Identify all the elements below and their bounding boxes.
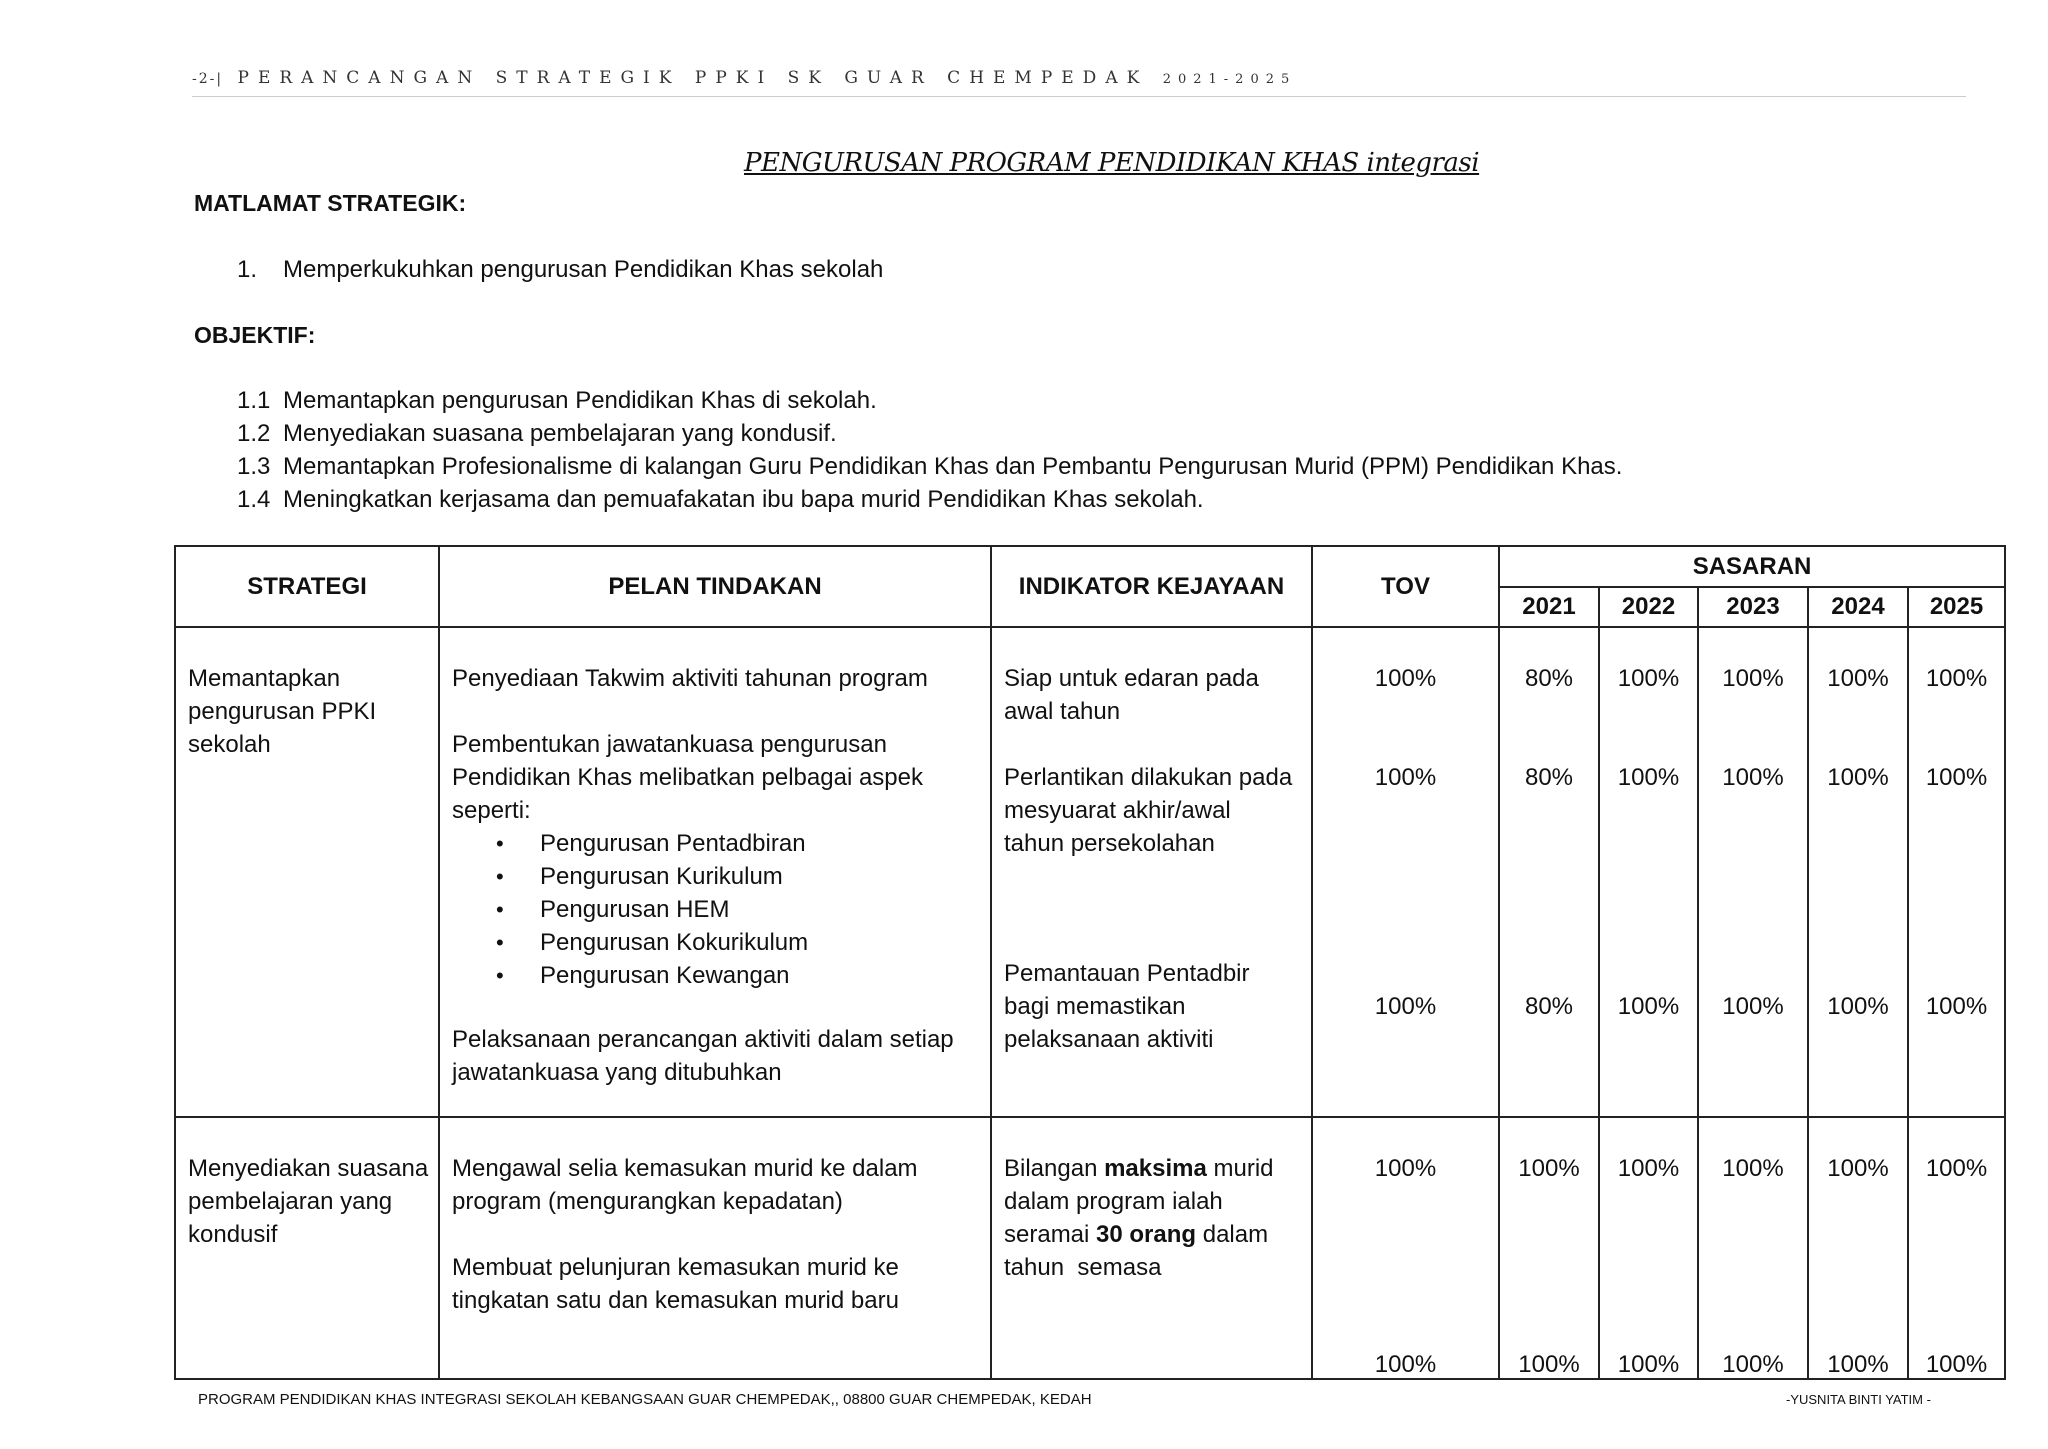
footer-author: -YUSNITA BINTI YATIM -	[1786, 1392, 1931, 1407]
indikator-cell: Bilangan maksima murid dalam program ialah seramai 30 orang dalam tahun semasa	[991, 1117, 1312, 1379]
document-title: PENGURUSAN PROGRAM PENDIDIKAN KHAS integrasi	[744, 148, 1480, 178]
list-item: 1. Memperkukuhkan pengurusan Pendidikan Khas sekolah	[237, 256, 884, 283]
year-cell: 100% 100%	[1808, 1117, 1908, 1379]
strategi-cell: Memantapkan pengurusan PPKI sekolah	[175, 627, 439, 1117]
pelan-cell: Penyediaan Takwim aktiviti tahunan program Pembentukan jawatankuasa pengurusan Pendidikan Khas melibatkan pelbagai aspek seperti: • Pengurusan Pentadbiran • Pengurusan Kurikulum • Pengurusan HEM • Pengurusan Kokurikulum • Pengurusan Kewangan Pelaksanaan perancangan aktiviti dalam setiap jawatankuasa yang ditubuhkan	[439, 627, 991, 1117]
list-item: • Pengurusan Pentadbiran	[452, 827, 923, 860]
tov-cell: 100% 100%	[1312, 1117, 1499, 1379]
tov-cell: 100% 100% 100%	[1312, 627, 1499, 1117]
matlamat-list	[237, 253, 883, 286]
objektif-label: OBJEKTIF:	[194, 322, 316, 348]
list-item: 1.4 Meningkatkan kerjasama dan pemuafakatan ibu bapa murid Pendidikan Khas sekolah.	[237, 486, 1204, 513]
year-cell: 100% 100%	[1908, 1117, 2005, 1379]
year-cell: 100% 100% 100%	[1599, 627, 1698, 1117]
list-item: • Pengurusan Kokurikulum	[452, 926, 923, 959]
running-header	[192, 68, 1296, 88]
header-year: 2025	[1908, 587, 2005, 627]
list-item: 1.1 Memantapkan pengurusan Pendidikan Khas di sekolah.	[237, 387, 877, 414]
objektif-list	[237, 384, 1622, 516]
table-row	[175, 1117, 2005, 1379]
bullet-list	[452, 827, 923, 992]
list-item: 1.3 Memantapkan Profesionalisme di kalangan Guru Pendidikan Khas dan Pembantu Pengurusan Murid (PPM) Pendidikan Khas.	[237, 453, 1623, 480]
header-year: 2022	[1599, 587, 1698, 627]
strategy-table	[174, 545, 2006, 1380]
year-cell: 100% 100% 100%	[1908, 627, 2005, 1117]
year-cell: 100% 100%	[1698, 1117, 1808, 1379]
list-item: • Pengurusan HEM	[452, 893, 923, 926]
table-row	[175, 627, 2005, 1117]
strategi-cell: Menyediakan suasana pembelajaran yang kondusif	[175, 1117, 439, 1379]
list-item: • Pengurusan Kewangan	[452, 959, 923, 992]
list-item: • Pengurusan Kurikulum	[452, 860, 923, 893]
header-year: 2023	[1698, 587, 1808, 627]
header-years: 2021-2025	[1162, 72, 1297, 87]
footer-school: PROGRAM PENDIDIKAN KHAS INTEGRASI SEKOLAH KEBANGSAAN GUAR CHEMPEDAK,, 08800 GUAR CHEMPEDAK, KEDAH	[198, 1391, 1092, 1408]
header-pelan: PELAN TINDAKAN	[439, 546, 991, 627]
header-sasaran: SASARAN	[1499, 546, 2005, 587]
year-cell: 100% 100%	[1499, 1117, 1599, 1379]
indikator-cell: Siap untuk edaran pada awal tahun Perlantikan dilakukan pada mesyuarat akhir/awal tahun persekolahan Pemantauan Pentadbir bagi memastikan pelaksanaan aktiviti	[991, 627, 1312, 1117]
header-title: PERANCANGAN STRATEGIK PPKI SK GUAR CHEMPEDAK	[237, 68, 1149, 88]
header-tov: TOV	[1312, 546, 1499, 627]
year-cell: 100% 100% 100%	[1698, 627, 1808, 1117]
header-strategi: STRATEGI	[175, 546, 439, 627]
list-item: 1.2 Menyediakan suasana pembelajaran yang kondusif.	[237, 420, 837, 447]
header-year: 2021	[1499, 587, 1599, 627]
header-rule	[192, 96, 1966, 97]
matlamat-label: MATLAMAT STRATEGIK:	[194, 190, 467, 216]
year-cell: 100% 100%	[1599, 1117, 1698, 1379]
header-indikator: INDIKATOR KEJAYAAN	[991, 546, 1312, 627]
year-cell: 80% 80% 80%	[1499, 627, 1599, 1117]
year-cell: 100% 100% 100%	[1808, 627, 1908, 1117]
page-marker: -2-|	[192, 71, 224, 87]
pelan-cell: Mengawal selia kemasukan murid ke dalam program (mengurangkan kepadatan) Membuat pelunjuran kemasukan murid ke tingkatan satu dan kemasukan murid baru	[439, 1117, 991, 1379]
header-year: 2024	[1808, 587, 1908, 627]
